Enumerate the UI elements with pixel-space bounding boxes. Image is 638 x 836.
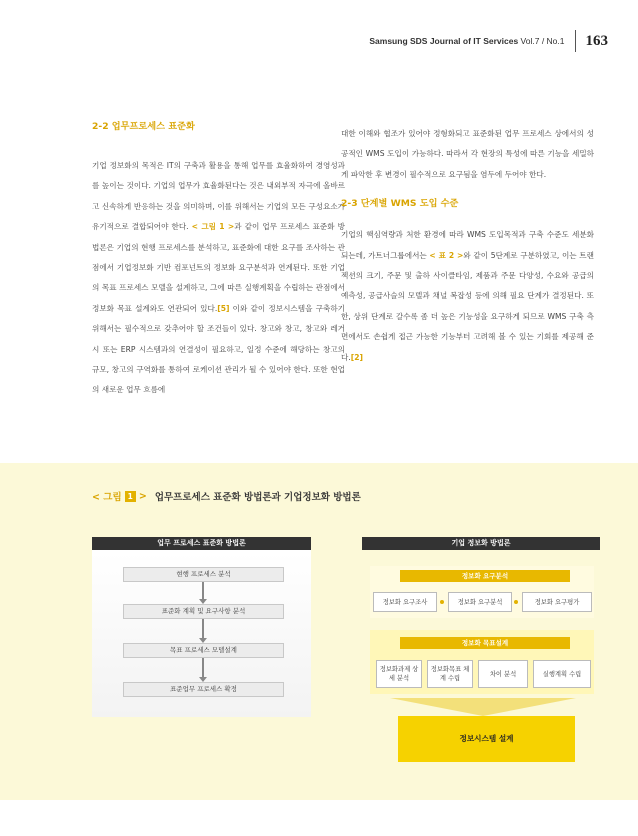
page-number: 163 (585, 32, 608, 49)
step-3: 목표 프로세스 모델설계 (123, 643, 284, 658)
header-divider (575, 30, 576, 52)
req-item-1: 정보화 요구조사 (373, 592, 437, 612)
citation-5: [5] (217, 303, 230, 313)
paragraph-2-3: 기업의 핵심역량과 처한 환경에 따라 WMS 도입목적과 구축 수준도 세분화 되는데, 가트너그룹에서는 < 표 2 >와 같이 5단계로 구분하였고, 이는 트랜젝션의 크기, 주문 및 출하 사이클타임, 제품과 주문 다양성, 수요와 공급의 예측성, 공급사슬의 모델과 채널 복잡성 등에 의해 필요 단계가 결정된다. 또한, 상위 단계로 갈수록 좀 더 높은 기능성을 요구하게 되므로 WMS 구축 측면에서도 손쉽게 접근 가능한 기능부터 고려해 볼 수 있는 기회를 제공해 준다.[2] (341, 230, 594, 362)
step-4: 표준업무 프로세스 확정 (123, 682, 284, 697)
arrow-2 (202, 619, 204, 639)
target-item-2: 정보화목표 체계 수립 (427, 660, 473, 688)
step-2: 표준화 계획 및 요구사항 분석 (123, 604, 284, 619)
right-panel-header: 기업 정보화 방법론 (362, 537, 600, 550)
req-item-2: 정보화 요구분석 (448, 592, 512, 612)
group-requirements-title: 정보화 요구분석 (400, 570, 570, 582)
table-ref: < 표 2 > (429, 250, 464, 260)
req-item-3: 정보화 요구평가 (522, 592, 592, 612)
journal-name: Samsung SDS Journal of IT Services Vol.7 / No.1 (369, 36, 565, 46)
figure-caption: < 그림 1 > 업무프로세스 표준화 방법론과 기업정보화 방법론 (92, 490, 361, 503)
target-item-4: 실행계획 수립 (533, 660, 591, 688)
page-header (369, 30, 608, 52)
result-box: 정보시스템 설계 (398, 716, 575, 762)
volume: Vol.7 / No.1 (520, 36, 565, 46)
left-panel-header: 업무 프로세스 표준화 방법론 (92, 537, 311, 550)
figure-number-badge: 1 (125, 491, 136, 502)
arrow-1 (202, 582, 204, 600)
figure-ref: < 그림 1 > (191, 222, 235, 232)
paragraph-2-2: 기업 정보화의 목적은 IT의 구축과 활용을 통해 업무를 효율화하여 경영성과를 높이는 것이다. 기업의 업무가 효율화된다는 것은 내외부적 자극에 올바르고 신속하게 반응하는 것을 의미하며, 이를 위해서는 기업의 모든 구성요소가 유기적으로 결합되어야 한다. < 그림 1 >과 같이 업무 프로세스 표준화 방법론은 기업의 현행 프로세스를 분석하고, 표준화에 대한 요구를 조사하는 관점에서 기업정보화 기반 컴포넌트의 정보화 요구분석과 연계된다. 또한 기업의 목표 프로세스 모델을 설계하고, 그에 따른 실행계획을 수립하는 관점에서 정보화 목표 설계와도 연관되어 있다.[5] 이와 같이 정보시스템을 구축하기 위해서는 필수적으로 갖추어야 할 조건들이 있다. 창고와 창고, 창고와 레거시 또는 ERP 시스템과의 연결성이 필요하고, 일정 수준에 해당하는 창고의 규모, 창고의 구역화를 통하여 로케이션 관리가 될 수 있어야 한다. 또한 현업의 새로운 업무 흐름에 (92, 161, 345, 395)
connector-dot-1 (440, 600, 444, 604)
group-target-design-title: 정보화 목표설계 (400, 637, 570, 649)
citation-2: [2] (350, 352, 363, 362)
arrow-3 (202, 658, 204, 678)
paragraph-continued: 대한 이해와 협조가 있어야 정형화되고 표준화된 업무 프로세스 상에서의 성공적인 WMS 도입이 가능하다. 따라서 각 현장의 특성에 따른 기능을 세밀하게 파악한 후 변경이 필수적으로 요구됨을 염두에 두어야 한다. (341, 129, 594, 179)
right-column (341, 124, 594, 368)
connector-dot-2 (514, 600, 518, 604)
target-item-3: 차이 분석 (478, 660, 528, 688)
down-arrow (390, 698, 576, 716)
figure-title: 업무프로세스 표준화 방법론과 기업정보화 방법론 (154, 492, 361, 503)
section-title-2-3: 2-3 단계별 WMS 도입 수준 (341, 198, 459, 210)
target-item-1: 정보화과제 상세 분석 (376, 660, 422, 688)
section-title-2-2: 2-2 업무프로세스 표준화 (92, 121, 195, 132)
step-1: 현행 프로세스 분석 (123, 567, 284, 582)
left-column (92, 120, 345, 401)
